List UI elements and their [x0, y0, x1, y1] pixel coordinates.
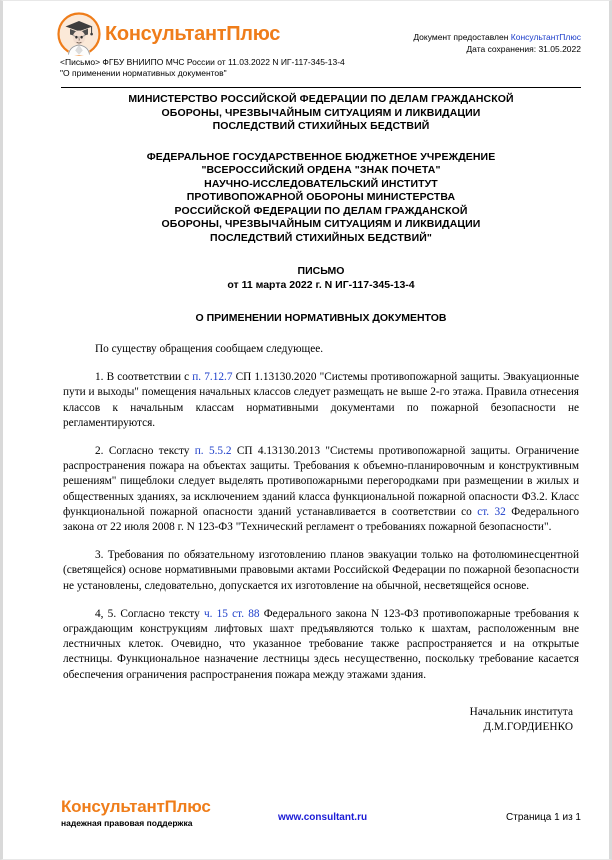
signature-block: [63, 705, 579, 735]
reference-link-p-7-12-7[interactable]: п. 7.12.7: [192, 371, 233, 384]
logo-wordmark: [105, 23, 280, 46]
paragraph-4-part-b: Федерального закона N 123-ФЗ противопожарные требования к ограждающим конструкциям лифтовых шахт предъявляются только к шахтам, расположенным вне лестничных клеток. Очевидно, что указанное требование также распространяется и на открытые лестницы. Функциональное назначение лестницы здесь несущественно, поскольку требование касается обеспечения ограничения распространения пожара между этажами здания.: [63, 607, 579, 681]
document-date-number: от 11 марта 2022 г. N ИГ-117-345-13-4: [227, 279, 415, 291]
institute-title-line-6: ОБОРОНЫ, ЧРЕЗВЫЧАЙНЫМ СИТУАЦИЯМ И ЛИКВИДАЦИИ: [161, 218, 481, 230]
paragraph-3: 3. Требования по обязательному изготовлению планов эвакуации только на фотолюминесцентной (светящейся) основе нормативными правовыми актами Российской Федерации по пожарной безопасности не установлены, следовательно, допускается их изготовление на обычной, несветящейся основе.: [63, 549, 579, 592]
spacer-1: [63, 134, 579, 151]
header-divider: [61, 87, 581, 88]
institute-title-line-2: "ВСЕРОССИЙСКИЙ ОРДЕНА "ЗНАК ПОЧЕТА": [201, 164, 441, 176]
provided-by-brand-link[interactable]: КонсультантПлюс: [510, 32, 581, 42]
footer-logo-wordmark: [61, 797, 211, 817]
paragraph-2-part-c: Федерального закона от 22 июля 2008 г. N 123-ФЗ "Технический регламент о требованиях пожарной безопасности".: [63, 505, 579, 534]
document-content: [63, 93, 579, 735]
paragraph-1: [63, 370, 579, 431]
institute-title-line-3: НАУЧНО-ИССЛЕДОВАТЕЛЬСКИЙ ИНСТИТУТ: [204, 177, 438, 190]
paragraph-4-part-a: 4, 5. Согласно тексту: [95, 607, 204, 620]
footer-tagline: надежная правовая поддержка: [61, 818, 193, 828]
provided-by-label: Документ предоставлен: [413, 32, 511, 42]
paragraph-2: [63, 444, 579, 535]
paragraph-4: [63, 607, 579, 683]
institute-title-line-4: ПРОТИВОПОЖАРНОЙ ОБОРОНЫ МИНИСТЕРСТВА: [186, 191, 456, 203]
spacer-3: [63, 292, 579, 311]
doc-subtitle-line-2: "О применении нормативных документов": [60, 68, 227, 78]
signatory-position: Начальник института: [469, 705, 573, 718]
spacer-4: [63, 325, 579, 342]
logo-word-part1: Консультант: [105, 22, 227, 45]
ministry-title: [63, 93, 579, 134]
logo-word-part2: Плюс: [226, 22, 281, 45]
paragraph-2-part-a: 2. Согласно тексту: [95, 445, 195, 458]
institute-title-line-5: РОССИЙСКОЙ ФЕДЕРАЦИИ ПО ДЕЛАМ ГРАЖДАНСКОЙ: [174, 204, 468, 217]
reference-link-ch-15-st-88[interactable]: ч. 15 ст. 88: [203, 607, 260, 620]
ministry-title-line-1: МИНИСТЕРСТВО РОССИЙСКОЙ ФЕДЕРАЦИИ ПО ДЕЛАМ ГРАЖДАНСКОЙ: [128, 93, 514, 105]
institute-title-line-7: ПОСЛЕДСТВИЙ СТИХИЙНЫХ БЕДСТВИЙ": [210, 231, 432, 244]
paragraph-intro: По существу обращения сообщаем следующее.: [95, 343, 324, 355]
document-subject: О ПРИМЕНЕНИИ НОРМАТИВНЫХ ДОКУМЕНТОВ: [195, 312, 447, 324]
footer-logo-part2: Плюс: [164, 797, 211, 816]
document-type: ПИСЬМО: [297, 265, 345, 277]
signatory-name: Д.М.ГОРДИЕНКО: [483, 720, 573, 733]
institute-title: [63, 151, 579, 246]
provided-by-line: [413, 31, 581, 43]
paragraph-1-part-a: 1. В соответствии с: [95, 371, 193, 384]
footer-page-indicator: Страница 1 из 1: [506, 812, 581, 823]
paragraph-1-part-b: СП 1.13130.2020 "Системы противопожарной защиты. Эвакуационные пути и выходы" помещения начальных классов следует размещать не выше 2-го этажа. Правила отнесения классов к начальным классам нормативными документами по пожарной безопасности не регламентируются.: [63, 371, 580, 429]
graduate-circle-logo-icon: [57, 12, 101, 56]
document-reference-subtitle: [60, 57, 345, 79]
document-footer: [3, 797, 609, 837]
reference-link-st-32[interactable]: ст. 32: [477, 505, 506, 518]
footer-logo: [61, 797, 211, 828]
document-type-block: [63, 264, 579, 292]
reference-link-p-5-5-2[interactable]: п. 5.5.2: [194, 445, 232, 458]
institute-title-line-1: ФЕДЕРАЛЬНОЕ ГОСУДАРСТВЕННОЕ БЮДЖЕТНОЕ УЧРЕЖДЕНИЕ: [146, 150, 496, 163]
footer-logo-part1: Консультант: [61, 797, 165, 816]
save-date: Дата сохранения: 31.05.2022: [466, 44, 581, 54]
paragraph-2-part-b: СП 4.13130.2013 "Системы противопожарной защиты. Ограничение распространения пожара на объектах защиты. Требования к объемно-планировочным и конструктивным решениям" пищеблоки следует выделять противопожарными перегородками при размещении в жилых и общественных зданиях, за исключением зданий класса функциональной пожарной опасности Ф3.2. Класс функциональной пожарной опасности зданий устанавливается в соответствии со: [63, 445, 579, 518]
ministry-title-line-3: ПОСЛЕДСТВИЙ СТИХИЙНЫХ БЕДСТВИЙ: [212, 120, 430, 132]
ministry-title-line-2: ОБОРОНЫ, ЧРЕЗВЫЧАЙНЫМ СИТУАЦИЯМ И ЛИКВИДАЦИИ: [161, 106, 481, 119]
footer-website-link[interactable]: www.consultant.ru: [278, 812, 368, 823]
spacer-2: [63, 245, 579, 264]
document-header: [3, 1, 609, 87]
consultant-plus-logo: [57, 12, 280, 56]
doc-subtitle-line-1: <Письмо> ФГБУ ВНИИПО МЧС России от 11.03.2022 N ИГ-117-345-13-4: [60, 57, 345, 67]
document-body: [63, 342, 579, 683]
document-provenance: [413, 31, 581, 55]
